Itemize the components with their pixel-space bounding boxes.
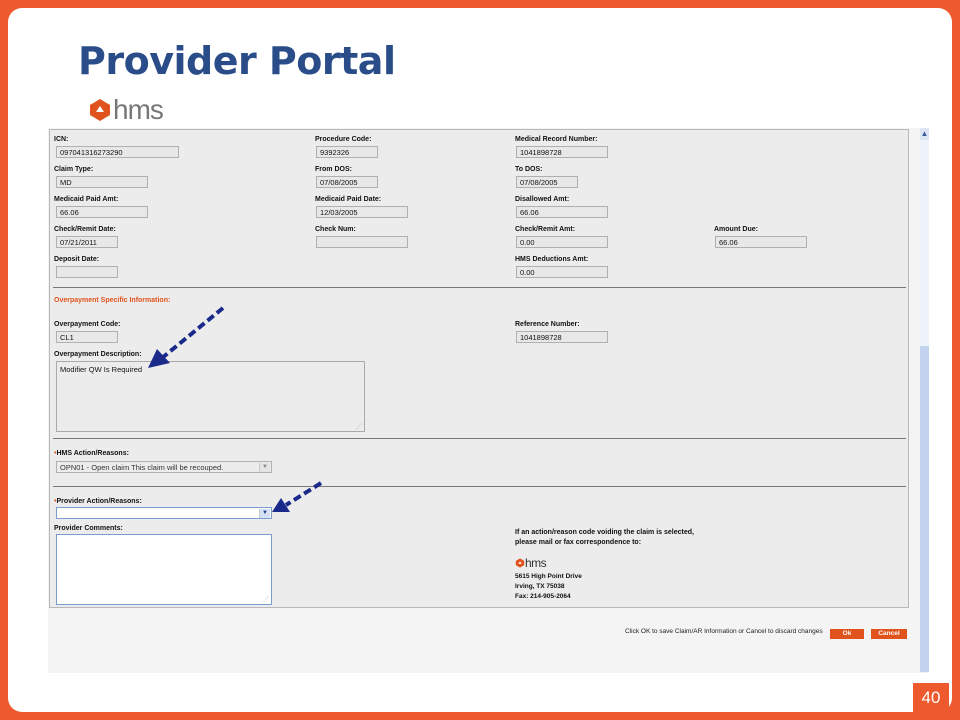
hms-action-selected-value: OPN01 - Open claim This claim will be recouped. [60, 463, 224, 472]
fax-number: Fax: 214-905-2064 [515, 593, 571, 600]
reference-number-field[interactable]: 1041898728 [516, 331, 608, 343]
chevron-down-icon[interactable]: ▼ [259, 463, 270, 472]
amount-due-field[interactable]: 66.06 [715, 236, 807, 248]
chevron-down-icon[interactable]: ▼ [259, 509, 270, 518]
reference-number-label: Reference Number: [515, 321, 580, 328]
check-remit-amt-label: Check/Remit Amt: [515, 226, 576, 233]
hms-small-logo-text: hms [525, 556, 547, 570]
from-dos-field[interactable]: 07/08/2005 [316, 176, 378, 188]
check-remit-date-field[interactable]: 07/21/2011 [56, 236, 118, 248]
annotation-arrow-provider-action-icon [268, 478, 328, 518]
hms-action-label [54, 449, 129, 458]
section-divider [53, 486, 906, 487]
hms-deductions-amt-label: HMS Deductions Amt: [515, 256, 589, 263]
slide-title: Provider Portal [78, 39, 396, 83]
overpayment-code-field[interactable]: CL1 [56, 331, 118, 343]
hms-deductions-amt-field[interactable]: 0.00 [516, 266, 608, 278]
page-number: 40 [913, 683, 949, 713]
hms-small-logo [515, 556, 546, 570]
icn-label: ICN: [54, 136, 69, 143]
annotation-arrow-description-icon [140, 302, 230, 372]
section-divider [53, 287, 906, 288]
resize-grip-icon[interactable]: ⋰ [356, 424, 362, 430]
check-remit-date-label: Check/Remit Date: [54, 226, 116, 233]
icn-field[interactable]: 097041316273290 [56, 146, 179, 158]
medicaid-paid-amt-field[interactable]: 66.06 [56, 206, 148, 218]
hms-logo [88, 94, 163, 126]
medical-record-number-field[interactable]: 1041898728 [516, 146, 608, 158]
hms-logo-text: hms [113, 94, 163, 125]
save-instruction: Click OK to save Claim/AR Information or Cancel to discard changes [625, 628, 823, 635]
resize-grip-icon[interactable]: ⋰ [263, 597, 269, 603]
check-num-field[interactable] [316, 236, 408, 248]
procedure-code-label: Procedure Code: [315, 136, 372, 143]
hms-logo-mark-icon [515, 558, 525, 568]
from-dos-label: From DOS: [315, 166, 352, 173]
provider-action-select[interactable] [56, 507, 272, 519]
ok-button[interactable]: Ok [830, 629, 864, 639]
check-remit-amt-field[interactable]: 0.00 [516, 236, 608, 248]
hms-logo-mark-icon [88, 98, 112, 122]
vertical-scrollbar[interactable] [920, 128, 929, 673]
required-marker-icon: • [54, 498, 57, 505]
provider-portal-screenshot [48, 128, 929, 673]
to-dos-field[interactable]: 07/08/2005 [516, 176, 578, 188]
provider-comments-label: Provider Comments: [54, 525, 123, 532]
deposit-date-label: Deposit Date: [54, 256, 100, 263]
medicaid-paid-amt-label: Medicaid Paid Amt: [54, 196, 119, 203]
address-line1: 5615 High Point Drive [515, 573, 582, 580]
required-marker-icon: • [54, 450, 57, 457]
claim-type-field[interactable]: MD [56, 176, 148, 188]
scrollbar-thumb[interactable] [920, 346, 929, 672]
provider-comments-textarea[interactable] [56, 534, 272, 605]
medicaid-paid-date-label: Medicaid Paid Date: [315, 196, 382, 203]
void-notice-line2: please mail or fax correspondence to: [515, 539, 642, 546]
procedure-code-field[interactable]: 9392326 [316, 146, 378, 158]
address-line2: Irving, TX 75038 [515, 583, 565, 590]
scroll-up-icon[interactable]: ▲ [920, 129, 929, 138]
overpayment-description-text: Modifier QW Is Required [60, 365, 143, 374]
overpayment-code-label: Overpayment Code: [54, 321, 121, 328]
provider-action-label [54, 497, 142, 506]
medical-record-number-label: Medical Record Number: [515, 136, 598, 143]
claim-type-label: Claim Type: [54, 166, 94, 173]
amount-due-label: Amount Due: [714, 226, 758, 233]
disallowed-amt-field[interactable]: 66.06 [516, 206, 608, 218]
provider-action-label-text: Provider Action/Reasons: [56, 498, 142, 505]
overpayment-section-title: Overpayment Specific Information: [54, 297, 171, 304]
cancel-button[interactable]: Cancel [871, 629, 907, 639]
medicaid-paid-date-field[interactable]: 12/03/2005 [316, 206, 408, 218]
deposit-date-field[interactable] [56, 266, 118, 278]
disallowed-amt-label: Disallowed Amt: [515, 196, 570, 203]
void-notice-line1: If an action/reason code voiding the claim is selected, [515, 529, 694, 536]
section-divider [53, 438, 906, 439]
check-num-label: Check Num: [315, 226, 356, 233]
hms-action-select[interactable] [56, 461, 272, 473]
hms-action-label-text: HMS Action/Reasons: [56, 450, 129, 457]
to-dos-label: To DOS: [515, 166, 543, 173]
overpayment-description-label: Overpayment Description: [54, 351, 142, 358]
